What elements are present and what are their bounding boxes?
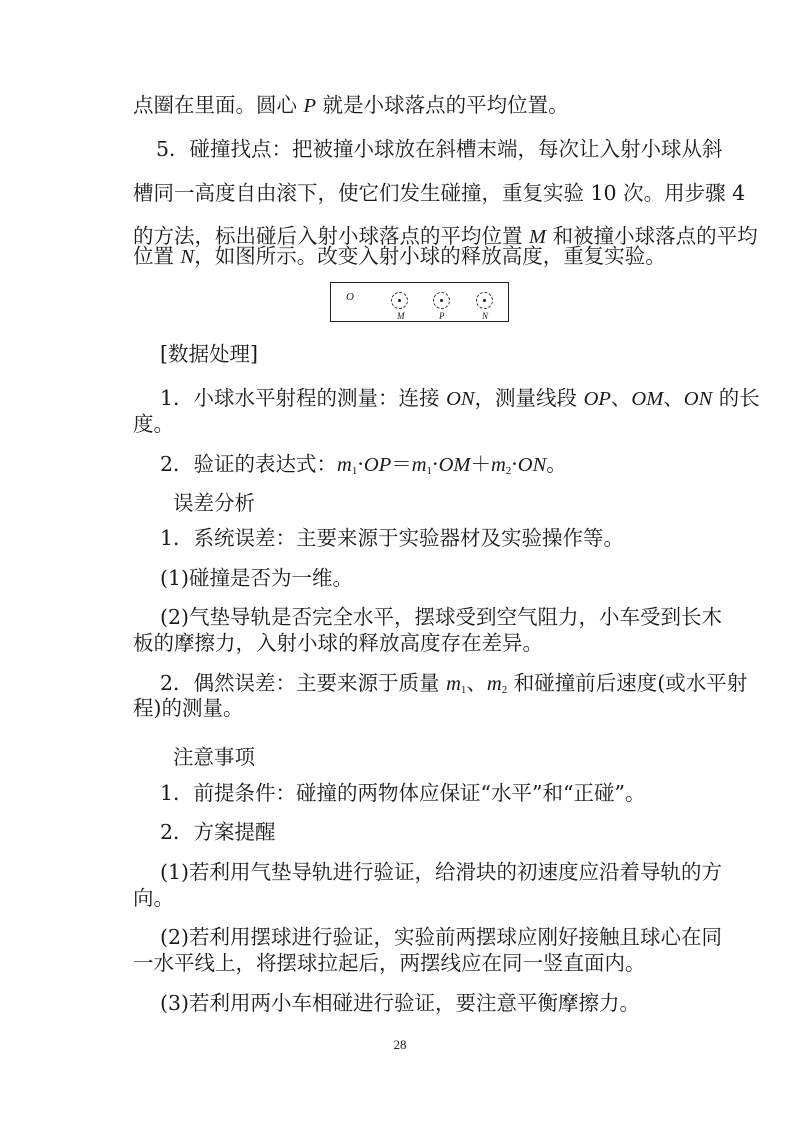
text-run: 和被撞小球落点的平均: [546, 224, 758, 248]
text-run: 位置: [133, 244, 181, 268]
text-run: 点圈在里面。圆心: [133, 93, 304, 117]
variable: P: [303, 95, 317, 117]
text-run: 的长: [712, 386, 760, 410]
text-run: ·: [432, 452, 439, 476]
text-run: 2．偶然误差：主要来源于质量: [160, 671, 447, 695]
text-run: 。: [546, 452, 567, 476]
text-run: 槽同一高度自由滚下，使它们发生碰撞，重复实验 10 次。用步骤 4: [133, 181, 746, 205]
text-run: (1)若利用气垫导轨进行验证，给滑块的初速度应沿着导轨的方: [160, 860, 723, 884]
error-analysis-heading: [173, 489, 800, 517]
error-item-1-2-line-1: [160, 603, 800, 631]
text-run: 度。: [133, 412, 174, 436]
text-run: ＝: [391, 452, 412, 476]
variable: M: [529, 226, 547, 248]
note-item-1: [160, 779, 800, 807]
variable: m: [446, 673, 461, 695]
text-run: 一水平线上，将摆球拉起后，两摆线应在同一竖直面内。: [133, 951, 646, 975]
note-item-2-1-line-2: [133, 884, 800, 912]
variable: m: [486, 673, 502, 695]
text-run: (2)若利用摆球进行验证，实验前两摆球应刚好接触且球心在同: [160, 925, 723, 949]
point-m-label: M: [397, 311, 405, 321]
variable: m: [490, 454, 506, 476]
error-item-1: [160, 524, 800, 552]
text-run: (2)气垫导轨是否完全水平，摆球受到空气阻力，小车受到长木: [160, 605, 723, 629]
text-run: 板的摩擦力，入射小球的释放高度存在差异。: [133, 631, 543, 655]
point-n-ring: [476, 292, 493, 309]
text-run: 、: [466, 671, 487, 695]
subscript: 2: [505, 465, 512, 477]
point-n-label: N: [482, 311, 489, 321]
step-5-line-1: [156, 135, 800, 163]
step-5-line-4: [133, 242, 800, 271]
point-dot: [440, 299, 443, 302]
variable: OP: [363, 454, 392, 476]
text-run: 2．方案提醒: [160, 820, 276, 844]
subscript: 1: [460, 684, 467, 696]
text-run: 1．小球水平射程的测量：连接: [160, 386, 447, 410]
text-run: 和碰撞前后速度(或水平射: [507, 671, 748, 695]
text-run: 2．验证的表达式：: [160, 452, 338, 476]
data-processing-heading: [160, 340, 800, 368]
point-m-ring: [391, 292, 408, 309]
variable: OP: [583, 388, 611, 410]
step-5-line-2: [133, 179, 800, 207]
note-item-2: [160, 818, 800, 846]
text-run: ·: [357, 452, 364, 476]
heading-text: 注意事项: [173, 745, 255, 769]
error-item-1-2-line-2: [133, 629, 800, 657]
subscript: 2: [501, 684, 508, 696]
text-run: 的方法，标出碰后入射小球落点的平均位置: [133, 224, 530, 248]
variable: ON: [446, 388, 475, 410]
text-run: 、: [610, 386, 632, 410]
text-run: 5．碰撞找点：把被撞小球放在斜槽末端，每次让入射小球从斜: [156, 137, 723, 161]
text-run: ，如图所示。改变入射小球的释放高度，重复实验。: [194, 244, 666, 268]
variable: OM: [438, 454, 471, 476]
note-item-2-2-line-1: [160, 923, 800, 951]
origin-label: O: [346, 291, 354, 303]
variable: OM: [631, 388, 664, 410]
text-run: 向。: [133, 886, 174, 910]
variable: N: [180, 246, 195, 268]
variable: m: [411, 454, 427, 476]
point-dot: [483, 299, 486, 302]
data-item-2-line: [160, 450, 800, 485]
point-p-ring: [433, 292, 450, 309]
text-run: ，测量线段: [474, 386, 584, 410]
text-run: (1)碰撞是否为一维。: [160, 566, 354, 590]
data-item-1-line-1: [160, 384, 800, 413]
text-run: 程)的测量。: [133, 696, 244, 720]
variable: m: [337, 454, 352, 476]
text-run: (3)若利用两小车相碰进行验证，要注意平衡摩擦力。: [160, 991, 641, 1015]
error-item-2-line-2: [133, 694, 800, 722]
variable: ON: [517, 454, 547, 476]
text-run: 1．前提条件：碰撞的两物体应保证“水平”和“正碰”。: [160, 781, 646, 805]
subscript: 1: [426, 465, 433, 477]
subscript: 1: [351, 465, 358, 477]
point-dot: [398, 299, 401, 302]
note-item-2-3: [160, 989, 800, 1017]
notes-heading: [173, 743, 800, 771]
paragraph-line: [133, 91, 800, 120]
error-item-1-1: [160, 564, 800, 592]
heading-text: 误差分析: [173, 491, 255, 515]
variable: ON: [683, 388, 713, 410]
point-p-label: P: [439, 311, 445, 321]
data-item-1-line-2: [133, 410, 800, 438]
note-item-2-2-line-2: [133, 949, 800, 977]
page-number: 28: [393, 1037, 407, 1052]
landing-points-figure: [330, 282, 509, 322]
heading-text: [数据处理]: [160, 342, 258, 366]
text-run: 、: [663, 386, 684, 410]
text-run: ·: [511, 452, 518, 476]
text-run: 1．系统误差：主要来源于实验器材及实验操作等。: [160, 526, 625, 550]
text-run: ＋: [470, 452, 491, 476]
note-item-2-1-line-1: [160, 858, 800, 886]
text-run: 就是小球落点的平均位置。: [316, 93, 569, 117]
